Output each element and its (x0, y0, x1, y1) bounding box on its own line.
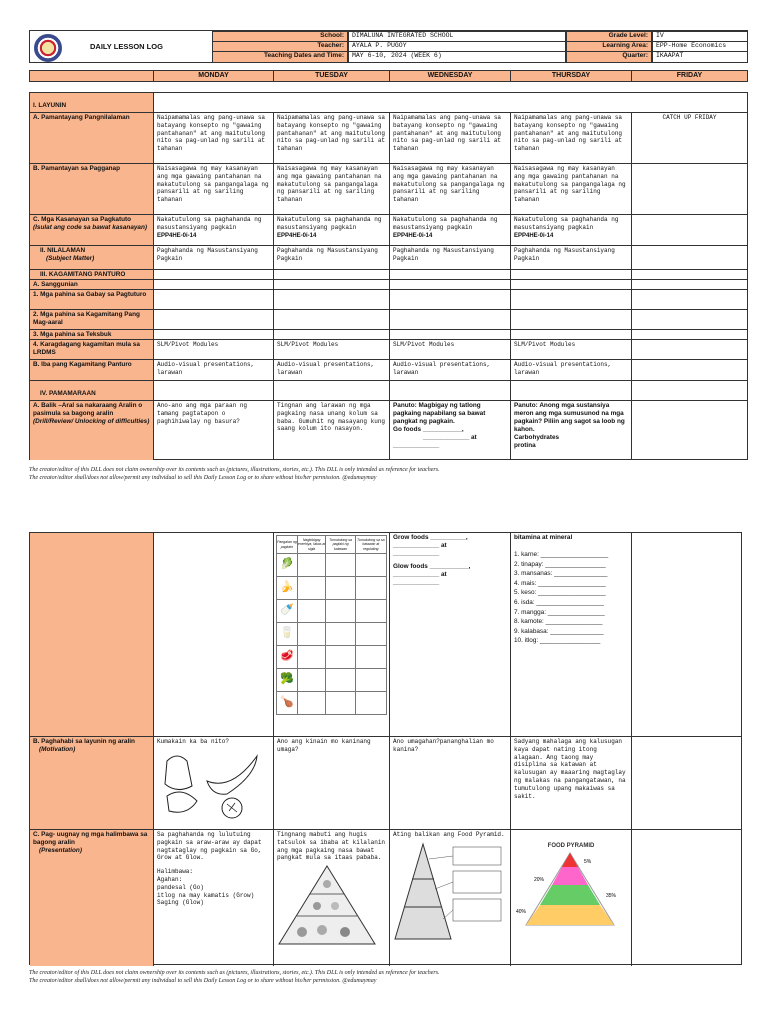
ii-monday: Paghahanda ng Masustansiyang Pagkain (153, 246, 273, 269)
ii-friday (631, 246, 747, 269)
pres-tuesday-text: Tingnang mabuti ang hugis tatsulok sa ibaba at kilalanin ang mga pagkaing nasa bawat pangkat mula sa itaas pababa. (277, 831, 386, 862)
day-friday: FRIDAY (631, 71, 747, 81)
glow-foods-line: Glow foods ___________, (393, 563, 471, 570)
r4-label: 4. Karagdagang kagamitan mula sa LRDMS (30, 340, 153, 359)
dates-label: Teaching Dates and Time: (212, 51, 348, 63)
c-tuesday-code: EPP4HE-0i-14 (277, 232, 317, 239)
food-image-bottle-icon: 🍼 (277, 600, 298, 623)
pres-monday-halimbawa: Halimbawa: (157, 868, 194, 876)
b2-monday: Audio-visual presentations, larawan (153, 360, 273, 380)
iii-fri (631, 270, 747, 279)
deped-seal-icon (34, 34, 62, 62)
c-thursday-code: EPP4HE-0i-14 (514, 232, 554, 239)
pres-monday (153, 830, 273, 966)
r2-label: 2. Mga pahina sa Kagamitang Pang Mag-aaral (30, 310, 153, 329)
r1-thu (510, 290, 631, 309)
teacher-value: AYALA P. PUGOY (348, 41, 566, 52)
a-thursday: Naipamamalas ang pang-unawa sa batayang konsepto ng "gawaing pantahanan" at ang maitutulong nito sa pag-unlad ng sarili at tahanan (510, 113, 631, 163)
b2-thursday: Audio-visual presentations, larawan (510, 360, 631, 380)
food-image-cabbage-icon: 🥬 (277, 554, 298, 577)
food-item-3: 3. mansanas: _______________ (514, 570, 608, 578)
a2-mon (153, 280, 273, 289)
iii-mon (153, 270, 273, 279)
a2-wed (389, 280, 510, 289)
grow-foods-blank-1: _____________ at (393, 542, 447, 549)
quarter-value: IKAAPAT (652, 51, 748, 63)
c-monday (153, 215, 273, 245)
motivation-row (30, 736, 741, 829)
b2-label: B. Iba pang Kagamitang Panturo (30, 360, 153, 380)
disclaimer-2-line2: The creator/editor shall/does not allow/permit any individual to sell this Daily Lesson Log or to share without his/her permission. @edumaymay (29, 978, 377, 985)
days-header-row (29, 70, 748, 82)
iv-tue (273, 381, 389, 400)
b-label: B. Pamantayan sa Pagganap (30, 164, 153, 214)
pres-monday-intro: Sa paghahanda ng lulutuing pagkain sa araw-araw ay dapat nagtataglay ng pagkain sa Go, Grow at Glow. (157, 831, 262, 862)
pres-friday (631, 830, 741, 966)
a2-label: A. Sanggunian (30, 280, 153, 289)
layunin-heading (30, 93, 153, 112)
iii-tue (273, 270, 389, 279)
grow-foods-blank-2: _____________ (393, 550, 440, 557)
b-wednesday: Naisasagawa ng may kasanayan ang mga gawaing pantahanan na makatutulong sa pangangalaga ng pansarili at ng sariling tahanan (389, 164, 510, 214)
b2-wednesday: Audio-visual presentations, larawan (389, 360, 510, 380)
bitamina-title: bitamina at mineral (514, 534, 573, 541)
pres-label-cell (30, 830, 153, 966)
r2-wed (389, 310, 510, 329)
pres-wednesday (389, 830, 510, 966)
iii-wed (389, 270, 510, 279)
food-pyramid-title: FOOD PYRAMID (547, 843, 595, 849)
c-tuesday (273, 215, 389, 245)
ii-tuesday: Paghahanda ng Masustansiyang Pagkain (273, 246, 389, 269)
ii-label-note: (Subject Matter) (46, 255, 95, 262)
iv-mon (153, 381, 273, 400)
kagamitang-mag-aaral-row (30, 309, 747, 329)
r3-fri (631, 330, 747, 339)
iv-thu (510, 381, 631, 400)
cont-monday (153, 533, 273, 736)
c-wednesday-code: EPP4HE-0i-14 (393, 232, 433, 239)
mot-label-note: (Motivation) (39, 746, 76, 753)
header-table (29, 30, 748, 63)
pres-monday-glow: Saging (Glow) (157, 899, 204, 907)
a-monday: Naipamamalas ang pang-unawa sa batayang konsepto ng "gawaing pantahanan" at ang maitutulong nito sa pag-unlad ng sarili at tahanan (153, 113, 273, 163)
r4-monday: SLM/Pivot Modules (153, 340, 273, 359)
disclaimer-1 (29, 466, 440, 482)
c-label-cell (30, 215, 153, 245)
iv-label-cell (30, 381, 153, 400)
dates-value: MAY 6-10, 2024 (WEEK 6) (348, 51, 566, 63)
ar-wed-blank-1: _____________ at (423, 434, 477, 441)
mot-label: B. Paghahabi sa layunin ng aralin (33, 738, 135, 745)
r2-mon (153, 310, 273, 329)
pct-5: 5% (584, 858, 592, 865)
b2-friday (631, 360, 747, 380)
food-image-meat-icon: 🥩 (277, 646, 298, 669)
cont-wednesday (389, 533, 510, 736)
a-wednesday: Naipamamalas ang pang-unawa sa batayang konsepto ng "gawaing pantahanan" at ang maitutulong nito sa pag-unlad ng sarili at tahanan (389, 113, 510, 163)
ii-label: II. NILALAMAN (40, 247, 86, 254)
r3-tue (273, 330, 389, 339)
r1-tue (273, 290, 389, 309)
r3-label: 3. Mga pahina sa Teksbuk (30, 330, 153, 339)
ar-wednesday (389, 401, 510, 460)
cont-tuesday (273, 533, 389, 736)
c-thursday-text: Nakatutulong sa paghahanda ng masustansiyang pagkain (514, 216, 619, 231)
r3-mon (153, 330, 273, 339)
mot-friday (631, 737, 741, 829)
lesson-grid-page2 (29, 532, 742, 965)
grow-foods-line: Grow foods __________, (393, 534, 468, 541)
disclaimer-2-line1: The creator/editor of this DLL does not claim ownership over its contents such as (pictures, illustrations, stories, etc.). This DLL is only intended as reference for teachers. (29, 970, 440, 976)
pres-label: C. Pag- uugnay ng mga halimbawa sa bagong aralin (33, 831, 148, 846)
r2-tue (273, 310, 389, 329)
ii-thursday: Paghahanda ng Masustansiyang Pagkain (510, 246, 631, 269)
disclaimer-1-line1: The creator/editor of this DLL does not claim ownership over its contents such as (pictures, illustrations, stories, etc.). This DLL is only intended as reference for teachers. (29, 467, 440, 473)
r4-tuesday: SLM/Pivot Modules (273, 340, 389, 359)
ii-label-cell (30, 246, 153, 269)
cont-label (30, 533, 153, 736)
ar-monday: Ano-ano ang mga paraan ng tamang pagtatapon o paghihiwalay ng basura? (153, 401, 273, 460)
ar-friday (631, 401, 747, 460)
ar-thu-instruction: Panuto: Anong mga sustansiya meron ang mga sumusunod na mga pagkain? Piliin ang sagot sa loob ng kahon. (514, 402, 625, 433)
food-image-vegetable-icon: 🥦 (277, 669, 298, 692)
triangle-diagram-icon (277, 864, 377, 946)
disclaimer-1-line2: The creator/editor shall/does not allow/permit any individual to sell this Daily Lesson Log or to share without his/her permission. @edumaymay (29, 475, 377, 482)
gabay-row (30, 289, 747, 309)
a2-tue (273, 280, 389, 289)
sanggunian-row (30, 279, 747, 289)
c-wednesday-text: Nakatutulong sa paghahanda ng masustansiyang pagkain (393, 216, 498, 231)
r4-friday (631, 340, 747, 359)
food-item-2: 2. tinapay: _________________ (514, 560, 606, 568)
learning-area-value: EPP-Home Economics (652, 41, 748, 52)
day-monday: MONDAY (153, 71, 273, 81)
layunin-blank (153, 93, 747, 112)
fg-header-2: Nagbibigay enerhiya, lakas at sigla (297, 536, 326, 554)
food-image-chicken-icon: 🍗 (277, 692, 298, 715)
c-thursday (510, 215, 631, 245)
pres-tuesday (273, 830, 389, 966)
r1-label: 1. Mga pahina sa Gabay sa Pagtuturo (30, 290, 153, 309)
learning-area-label: Learning Area: (566, 41, 652, 52)
mot-wednesday: Ano umagahan?pananghalian mo kanina? (389, 737, 510, 829)
food-image-carton-icon: 🥛 (277, 623, 298, 646)
c-monday-text: Nakatutulong sa paghahanda ng masustansiyang pagkain (157, 216, 262, 231)
ar-wed-instruction: Panuto: Magbigay ng tatlong pagkaing napabilang sa bawat pangkat ng pagkain. (393, 402, 486, 425)
layunin-text: I. LAYUNIN (33, 102, 67, 109)
ar-tuesday: Tingnan ang larawan ng mga pagkaing nasa unang kolum sa baba. Gumuhit ng masayang kung saang kolum ito nasayon. (273, 401, 389, 460)
disclaimer-2 (29, 969, 440, 985)
fg-header-3: Tumutulong sa paglaki ng katawan (326, 536, 355, 554)
pct-20: 20% (534, 876, 545, 883)
mot-monday (153, 737, 273, 829)
pamantayang-pangnilalaman-row (30, 112, 747, 163)
layunin-row (30, 93, 747, 112)
grade-label: Grade Level: (566, 31, 652, 42)
ii-wednesday: Paghahanda ng Masustansiyang Pagkain (389, 246, 510, 269)
r4-thursday: SLM/Pivot Modules (510, 340, 631, 359)
r1-mon (153, 290, 273, 309)
pamamaraan-row (30, 380, 747, 400)
food-group-table (276, 535, 387, 715)
r2-thu (510, 310, 631, 329)
r1-fri (631, 290, 747, 309)
a-label: A. Pamantayang Pangnilalaman (30, 113, 153, 163)
pres-thursday (510, 830, 631, 966)
pct-35: 35% (606, 892, 617, 899)
food-item-8: 8. kamote: ________________ (514, 618, 603, 626)
c-label-note: (Isulat ang code sa bawat kasanayan) (33, 224, 148, 231)
r3-thu (510, 330, 631, 339)
ar-label: A. Balik –Aral sa nakaraang Aralin o pasimula sa bagong aralin (33, 402, 143, 417)
food-item-5: 5. keso: ___________________ (514, 589, 606, 597)
iba-pang-kagamitan-row (30, 359, 747, 380)
pres-monday-go: pandesal (Go) (157, 883, 204, 891)
pamantayan-pagganap-row (30, 163, 747, 214)
a-tuesday: Naipamamalas ang pang-unawa sa batayang konsepto ng "gawaing pantahanan" at ang maitutulong nito sa pag-unlad ng sarili at tahanan (273, 113, 389, 163)
c-wednesday (389, 215, 510, 245)
ar-label-note: (Drill/Review/ Unlocking of difficulties) (33, 418, 150, 425)
cont-thursday (510, 533, 631, 736)
r1-wed (389, 290, 510, 309)
ar-thursday (510, 401, 631, 460)
glow-foods-blank-2: _____________ (393, 579, 440, 586)
b-monday: Naisasagawa ng may kasanayan ang mga gawaing pantahanan na makatutulong sa pangangalaga ng pansarili at ng sariling tahanan (153, 164, 273, 214)
ar-wed-blank-2: _____________ (393, 442, 440, 449)
document-title: DAILY LESSON LOG (90, 42, 163, 51)
kagamitang-panturo-row (30, 269, 747, 279)
pres-label-note: (Presentation) (39, 847, 82, 854)
iv-wed (389, 381, 510, 400)
r3-wed (389, 330, 510, 339)
food-item-1: 1. karne: ___________________ (514, 551, 609, 558)
food-item-4: 4. mais: ___________________ (514, 579, 606, 587)
pres-wednesday-text: Ating balikan ang Food Pyramid. (393, 831, 505, 838)
c-tuesday-text: Nakatutulong sa paghahanda ng masustansiyang pagkain (277, 216, 382, 231)
grade-value: IV (652, 31, 748, 42)
ar-thu-protina: protina (514, 442, 536, 449)
b2-tuesday: Audio-visual presentations, larawan (273, 360, 389, 380)
food-item-10: 10. itlog: _________________ (514, 637, 601, 645)
b-tuesday: Naisasagawa ng may kasanayan ang mga gawaing pantahanan na makatutulong sa pangangalaga ng pansarili at ng sariling tahanan (273, 164, 389, 214)
day-thursday: THURSDAY (510, 71, 631, 81)
school-value: DIMALUNA INTEGRATED SCHOOL (348, 31, 566, 42)
ar-wed-go: Go foods ___________, (393, 426, 464, 433)
presentation-row (30, 829, 741, 966)
b-friday (631, 164, 747, 214)
kasanayan-row (30, 214, 747, 245)
food-item-7: 7. mangga: ________________ (514, 608, 605, 616)
iv-fri (631, 381, 747, 400)
pres-monday-grow: itlog na may kamatis (Grow) (157, 891, 255, 899)
school-label: School: (212, 31, 348, 42)
c-friday (631, 215, 747, 245)
iii-label: III. KAGAMITANG PANTURO (30, 270, 153, 279)
fg-header-4: Tumutulong sa sa katawan at regulating (355, 536, 386, 554)
cont-friday (631, 533, 741, 736)
day-tuesday: TUESDAY (273, 71, 389, 81)
mot-label-cell (30, 737, 153, 829)
food-item-9: 9. kalabasa: _______________ (514, 627, 604, 635)
pct-40: 40% (516, 908, 527, 915)
food-item-6: 6. isda: ___________________ (514, 599, 604, 607)
mot-monday-text: Kumakain ka ba nito? (157, 738, 230, 745)
a2-fri (631, 280, 747, 289)
balik-aral-row (30, 400, 747, 460)
iv-label: IV. PAMAMARAAN (40, 390, 96, 397)
mot-tuesday: Ano ang kinain mo kaninang umaga? (273, 737, 389, 829)
lesson-grid-page1 (29, 92, 748, 460)
iii-thu (510, 270, 631, 279)
pres-monday-agahan: Agahan: (157, 875, 183, 883)
r4-wednesday: SLM/Pivot Modules (389, 340, 510, 359)
day-wednesday: WEDNESDAY (389, 71, 510, 81)
teksbuk-row (30, 329, 747, 339)
food-pyramid-sketch-icon (393, 839, 505, 944)
glow-foods-blank-1: _____________ at (393, 571, 447, 578)
food-pyramid-icon (514, 851, 626, 929)
quarter-label: Quarter: (566, 51, 652, 63)
a2-thu (510, 280, 631, 289)
b-thursday: Naisasagawa ng may kasanayan ang mga gawaing pantahanan na makatutulong sa pangangalaga ng pansarili at ng sariling tahanan (510, 164, 631, 214)
food-illustration-icon (157, 746, 267, 821)
r2-fri (631, 310, 747, 329)
c-monday-code: EPP4HE-0i-14 (157, 232, 197, 239)
mot-thursday: Sadyang mahalaga ang kalusugan kaya dapat nating itong alagaan. Ang taong may disiplina sa katawan at kalusugan ay maaaring magtaglay ng malakas na pangangatawan, na tumutulong upang makaiwas sa sakit. (510, 737, 631, 829)
lrdms-row (30, 339, 747, 359)
teacher-label: Teacher: (212, 41, 348, 52)
food-image-banana-icon: 🍌 (277, 577, 298, 600)
continuation-row (30, 533, 741, 736)
ar-thu-carbs: Carbohydrates (514, 434, 560, 441)
ar-label-cell (30, 401, 153, 460)
nilalaman-row (30, 245, 747, 269)
days-header-blank (30, 71, 153, 81)
c-label: C. Mga Kasanayan sa Pagkatuto (33, 216, 132, 223)
a-friday: CATCH UP FRIDAY (631, 113, 747, 163)
fg-header-1: Pangalan ng pagkain (277, 536, 298, 554)
